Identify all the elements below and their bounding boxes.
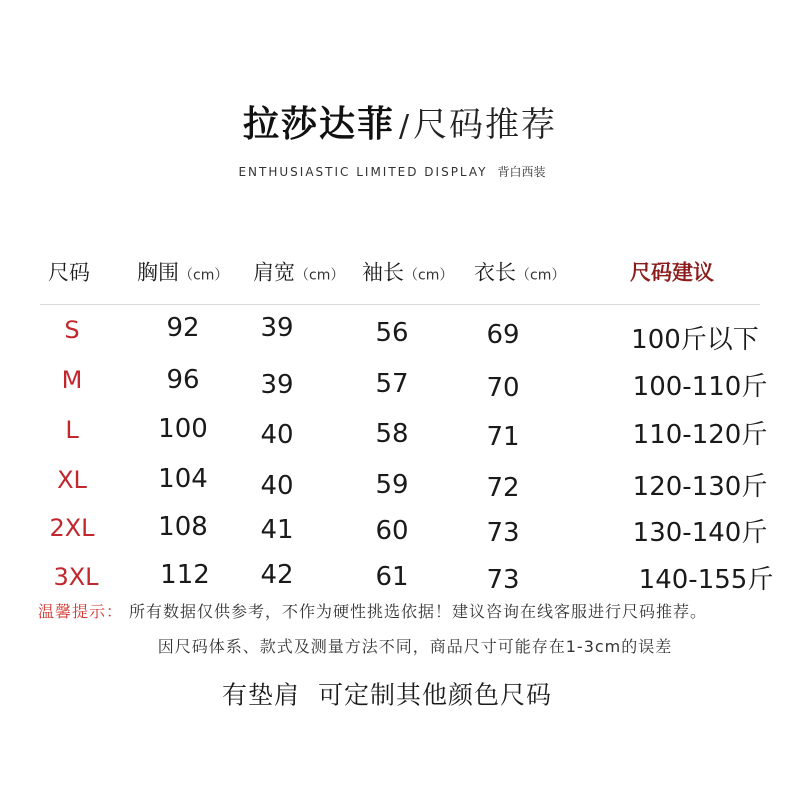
tagline <box>238 166 545 178</box>
chest-cell: 92 <box>166 313 200 343</box>
weight-suggestion-cell: 100斤以下 <box>631 325 759 355</box>
size-cell: S <box>64 316 80 344</box>
tip-note <box>38 604 707 620</box>
header-size-label: 尺码 <box>48 260 90 285</box>
length-cell: 69 <box>486 320 520 350</box>
size-cell: 3XL <box>53 563 99 591</box>
size-cell: 2XL <box>49 514 95 542</box>
chest-cell: 108 <box>158 512 208 542</box>
footer-note: 有垫肩 可定制其他颜色尺码 <box>222 680 552 710</box>
header-length-unit: （cm） <box>516 267 566 284</box>
header-size <box>48 260 90 285</box>
chest-cell: 104 <box>158 464 208 494</box>
chest-cell: 100 <box>158 414 208 444</box>
sleeve-cell: 56 <box>375 318 409 348</box>
weight-suggestion-cell: 130-140斤 <box>632 518 768 548</box>
length-cell: 71 <box>486 422 520 452</box>
tip-label: 温馨提示： <box>38 602 124 621</box>
shoulder-cell: 40 <box>260 420 294 450</box>
page-title <box>242 104 558 145</box>
length-cell: 72 <box>486 473 520 503</box>
length-cell: 73 <box>486 518 520 548</box>
sleeve-cell: 57 <box>375 369 409 399</box>
brand-name: 拉莎达菲 <box>242 104 395 145</box>
header-chest-unit: （cm） <box>179 267 229 284</box>
weight-suggestion-cell: 120-130斤 <box>632 472 768 502</box>
sleeve-cell: 59 <box>375 470 409 500</box>
tip-text: 所有数据仅供参考，不作为硬性挑选依据！建议咨询在线客服进行尺码推荐。 <box>129 602 708 621</box>
weight-suggestion-cell: 140-155斤 <box>638 565 774 595</box>
chest-cell: 96 <box>166 365 200 395</box>
chest-cell: 112 <box>160 560 210 590</box>
measurement-disclaimer: 因尺码体系、款式及测量方法不同，商品尺寸可能存在1-3cm的误差 <box>157 637 673 656</box>
weight-suggestion-cell: 110-120斤 <box>632 420 768 450</box>
shoulder-cell: 41 <box>260 515 294 545</box>
header-chest <box>137 260 229 285</box>
header-chest-label: 胸围 <box>137 260 179 285</box>
length-cell: 73 <box>486 565 520 595</box>
weight-suggestion-cell: 100-110斤 <box>632 372 768 402</box>
header-suggestion: 尺码建议 <box>630 260 714 285</box>
shoulder-cell: 40 <box>260 471 294 501</box>
size-cell: L <box>65 416 79 444</box>
sleeve-cell: 58 <box>375 419 409 449</box>
header-shoulder-label: 肩宽 <box>253 260 295 285</box>
length-cell: 70 <box>486 373 520 403</box>
shoulder-cell: 42 <box>260 560 294 590</box>
header-sleeve-label: 袖长 <box>362 260 404 285</box>
header-sleeve-unit: （cm） <box>404 267 454 284</box>
header-sleeve <box>362 260 454 285</box>
title-separator: / <box>398 109 410 144</box>
sleeve-cell: 61 <box>375 562 409 592</box>
header-length-label: 衣长 <box>474 260 516 285</box>
header-divider <box>40 304 760 305</box>
shoulder-cell: 39 <box>260 313 294 343</box>
tagline-chinese: 背白西装 <box>497 165 546 179</box>
sleeve-cell: 60 <box>375 516 409 546</box>
title-heading: 尺码推荐 <box>413 105 558 145</box>
shoulder-cell: 39 <box>260 370 294 400</box>
size-cell: XL <box>57 466 87 494</box>
header-shoulder-unit: （cm） <box>295 267 345 284</box>
tagline-english: ENTHUSIASTIC LIMITED DISPLAY <box>238 165 488 179</box>
size-cell: M <box>61 366 83 394</box>
header-shoulder <box>253 260 345 285</box>
header-length <box>474 260 566 285</box>
